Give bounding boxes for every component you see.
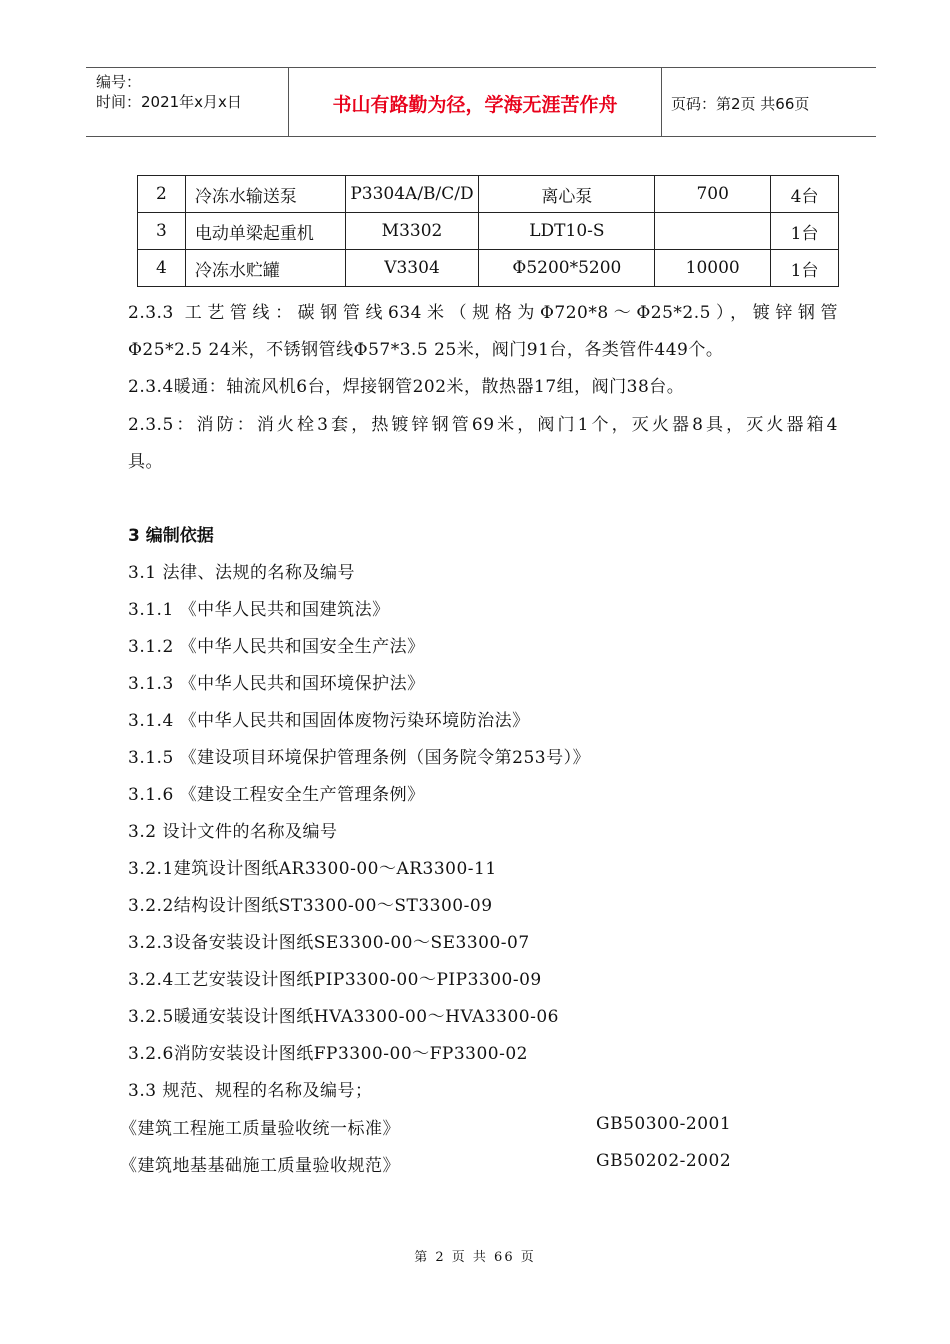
equipment-table bbox=[137, 175, 839, 287]
table-cell-model: 离心泵 bbox=[479, 176, 655, 213]
table-cell-quantity: 1台 bbox=[771, 250, 839, 287]
law-item-3-1-6: 3.1.6 《建设工程安全生产管理条例》 bbox=[128, 785, 425, 805]
table-cell-spec: 10000 bbox=[655, 250, 771, 287]
table-cell-tag: M3302 bbox=[345, 213, 479, 250]
design-item-3-2-3: 3.2.3设备安装设计图纸SE3300-00～SE3300-07 bbox=[128, 933, 530, 953]
paragraph-2-3-5-line2: 具。 bbox=[128, 452, 163, 472]
table-cell-name: 冷冻水贮罐 bbox=[185, 250, 345, 287]
header-page-cell bbox=[661, 68, 876, 136]
header-meta bbox=[86, 68, 288, 136]
table-cell-spec: 700 bbox=[655, 176, 771, 213]
table-cell-tag: V3304 bbox=[345, 250, 479, 287]
table-cell-quantity: 4台 bbox=[771, 176, 839, 213]
design-item-3-2-5: 3.2.5暖通安装设计图纸HVA3300-00～HVA3300-06 bbox=[128, 1007, 559, 1027]
standard-code-2: GB50202-2002 bbox=[596, 1151, 732, 1171]
table-cell-index: 2 bbox=[138, 176, 186, 213]
header-page-number: 页码：第2页 共66页 bbox=[671, 95, 810, 113]
paragraph-2-3-3-line1: 2.3.3 工艺管线：碳钢管线634米（规格为Φ720*8～Φ25*2.5），镀锌钢管 bbox=[128, 303, 838, 323]
law-item-3-1-2: 3.1.2 《中华人民共和国安全生产法》 bbox=[128, 637, 425, 657]
law-item-3-1-1: 3.1.1 《中华人民共和国建筑法》 bbox=[128, 600, 390, 620]
document-number-label: 编号： bbox=[96, 73, 142, 91]
design-item-3-2-1: 3.2.1建筑设计图纸AR3300-00～AR3300-11 bbox=[128, 859, 497, 879]
table-row bbox=[138, 213, 839, 250]
law-item-3-1-5: 3.1.5 《建设项目环境保护管理条例（国务院令第253号）》 bbox=[128, 748, 591, 768]
section-3-title: 3 编制依据 bbox=[128, 526, 214, 546]
table-cell-index: 4 bbox=[138, 250, 186, 287]
table-cell-spec bbox=[655, 213, 771, 250]
standard-name-2: 《建筑地基基础施工质量验收规范》 bbox=[120, 1156, 400, 1176]
table-cell-name: 冷冻水输送泵 bbox=[185, 176, 345, 213]
table-row bbox=[138, 250, 839, 287]
table-cell-model: Φ5200*5200 bbox=[479, 250, 655, 287]
table-cell-name: 电动单梁起重机 bbox=[185, 213, 345, 250]
page-footer: 第 2 页 共 66 页 bbox=[414, 1250, 536, 1265]
standard-name-1: 《建筑工程施工质量验收统一标准》 bbox=[120, 1119, 400, 1139]
page-header bbox=[86, 67, 876, 137]
table-cell-model: LDT10-S bbox=[479, 213, 655, 250]
design-item-3-2-6: 3.2.6消防安装设计图纸FP3300-00～FP3300-02 bbox=[128, 1044, 529, 1064]
section-3-3-heading: 3.3 规范、规程的名称及编号； bbox=[128, 1081, 373, 1101]
table-row bbox=[138, 176, 839, 213]
paragraph-2-3-5-line1: 2.3.5：消防：消火栓3套，热镀锌钢管69米，阀门1个，灭火器8具，灭火器箱4 bbox=[128, 415, 838, 435]
law-item-3-1-3: 3.1.3 《中华人民共和国环境保护法》 bbox=[128, 674, 425, 694]
section-3-1-heading: 3.1 法律、法规的名称及编号 bbox=[128, 563, 355, 583]
standard-code-1: GB50300-2001 bbox=[596, 1114, 732, 1134]
design-item-3-2-2: 3.2.2结构设计图纸ST3300-00～ST3300-09 bbox=[128, 896, 493, 916]
header-motto: 书山有路勤为径，学海无涯苦作舟 bbox=[332, 94, 618, 116]
law-item-3-1-4: 3.1.4 《中华人民共和国固体废物污染环境防治法》 bbox=[128, 711, 530, 731]
table-cell-index: 3 bbox=[138, 213, 186, 250]
document-time-label: 时间：2021年x月x日 bbox=[96, 93, 242, 111]
table-cell-quantity: 1台 bbox=[771, 213, 839, 250]
header-motto-cell bbox=[288, 68, 662, 136]
paragraph-2-3-4: 2.3.4暖通：轴流风机6台，焊接钢管202米，散热器17组，阀门38台。 bbox=[128, 377, 685, 397]
table-cell-tag: P3304A/B/C/D bbox=[345, 176, 479, 213]
design-item-3-2-4: 3.2.4工艺安装设计图纸PIP3300-00～PIP3300-09 bbox=[128, 970, 542, 990]
paragraph-2-3-3-line2: Φ25*2.5 24米，不锈钢管线Φ57*3.5 25米，阀门91台，各类管件449个。 bbox=[128, 340, 724, 360]
section-3-2-heading: 3.2 设计文件的名称及编号 bbox=[128, 822, 338, 842]
